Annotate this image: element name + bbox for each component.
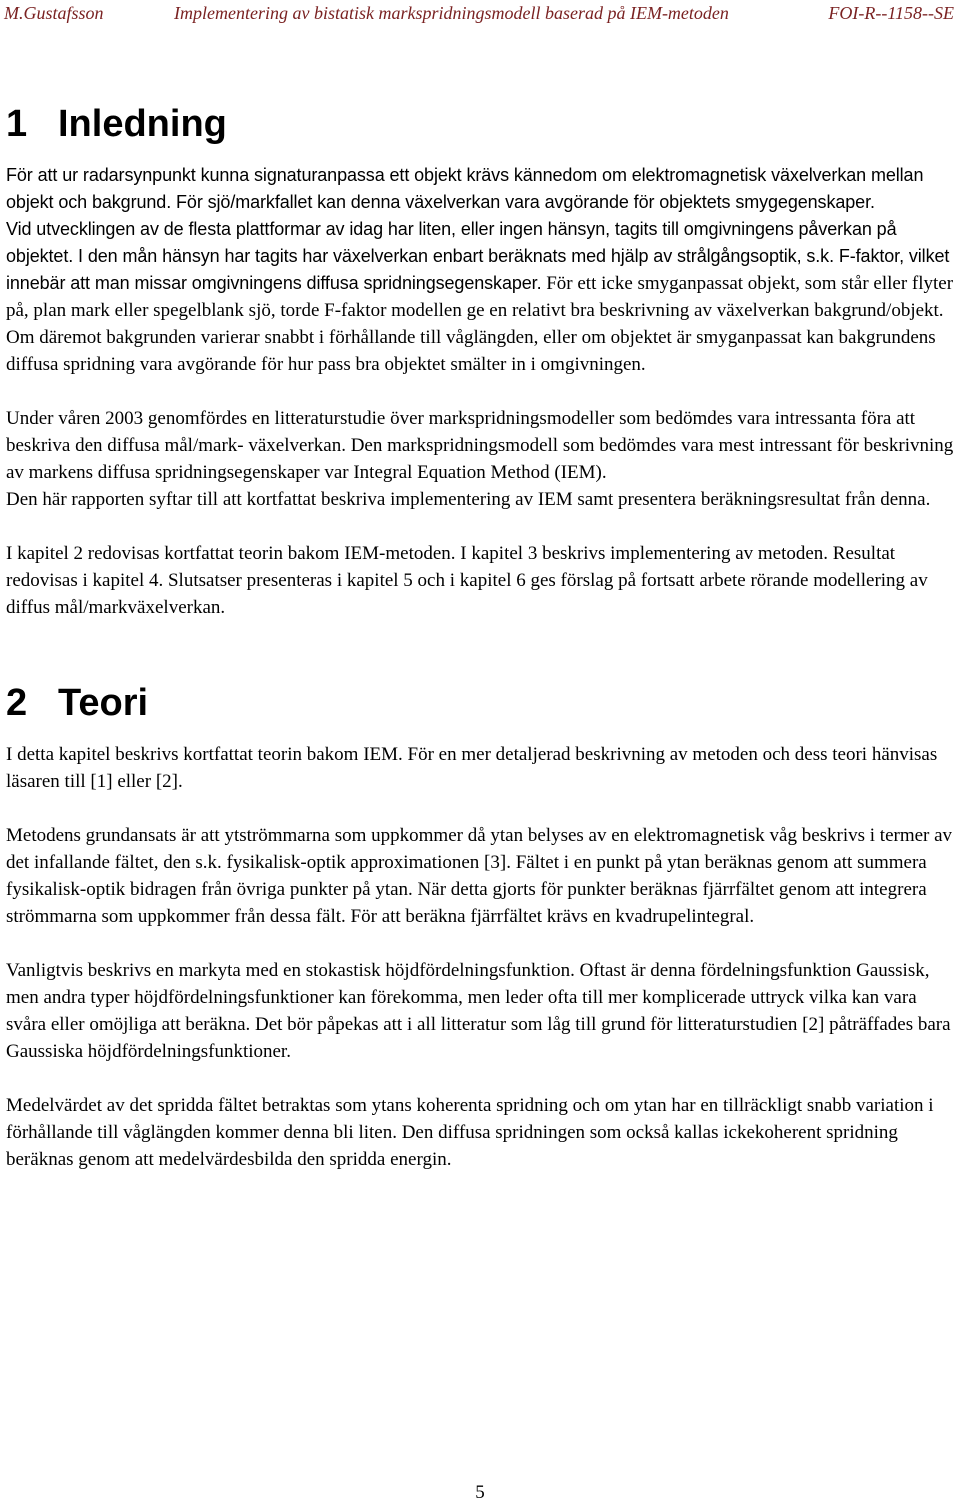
chapter-2-paragraph-3: Vanligtvis beskrivs en markyta med en stokastisk höjdfördelningsfunktion. Oftast är denna fördelningsfunktion Gaussisk, men andra typer höjdfördelningsfunktioner kan förekomma, men leder ofta till mer komplicerade uttryck vilka kan vara svåra eller omöjliga att beräkna. Det bör påpekas att i all litteratur som låg till grund för litteraturstudien [2] påträffades bara Gaussiska höjdfördelningsfunktioner. xyxy=(6,960,951,1062)
chapter-2-paragraph-1: I detta kapitel beskrivs kortfattat teorin bakom IEM. För en mer detaljerad beskrivning av metoden och dess teori hänvisas läsaren till [1] eller [2]. xyxy=(6,744,938,792)
chapter-1-paragraph-1a: För att ur radarsynpunkt kunna signaturanpassa ett objekt krävs kännedom om elektromagnetisk växelverkan mellan objekt och bakgrund. För sjö/markfallet kan denna växelverkan vara avgörande för objektets smygegenskaper. xyxy=(6,165,924,212)
header-author: M.Gustafsson xyxy=(4,3,104,23)
chapter-2-heading xyxy=(6,675,954,731)
chapter-1-paragraph-3: Den här rapporten syftar till att kortfattat beskriva implementering av IEM samt presentera beräkningsresultat från denna. xyxy=(6,489,931,510)
chapter-title: Teori xyxy=(58,682,149,724)
chapter-number: 1 xyxy=(6,103,28,145)
chapter-1-paragraph-2: Under våren 2003 genomfördes en litteraturstudie över markspridningsmodeller som bedömdes vara intressanta föra att beskriva den diffusa mål/mark- växelverkan. Den markspridningsmodell som bedömdes vara mest intressant för beskrivning av markens diffusa spridningsegenskaper var Integral Equation Method (IEM). xyxy=(6,408,954,483)
chapter-2-paragraph-2: Metodens grundansats är att ytströmmarna som uppkommer då ytan belyses av en elektromagnetisk våg beskrivs i termer av det infallande fältet, den s.k. fysikalisk-optik approximationen [3]. Fältet i en punkt på ytan beräknas genom att summera fysikalisk-optik bidragen från övriga punkter på ytan. När detta gjorts för punkter beräknas fjärrfältet genom att integrera strömmarna som uppkommer från dessa fält. För att beräkna fjärrfältet krävs en kvadrupelintegral. xyxy=(6,825,953,927)
paragraph-sans-part: Vid utvecklingen av de flesta plattformar av idag har liten, eller ingen hänsyn, tagits till omgivningens påverkan på objektet. I den mån hänsyn har tagits har växelverkan enbart beräknats med hjälp av strålgångsoptik, s.k. F-faktor, vilket innebär att man missar omgivningens diffusa spridningsegenskaper. xyxy=(6,219,950,293)
chapter-title: Inledning xyxy=(58,103,227,145)
chapter-2-paragraph-4: Medelvärdet av det spridda fältet betraktas som ytans koherenta spridning och om ytan har en tillräckligt snabb variation i förhållande till våglängden kommer denna bli liten. Den diffusa spridningen som också kallas ickekoherent spridning beräknas genom att medelvärdesbilda den spridda energin. xyxy=(6,1095,934,1170)
chapter-1-heading xyxy=(6,96,954,152)
page-number: 5 xyxy=(475,1482,485,1503)
chapter-1-paragraph-1b xyxy=(6,216,954,378)
paragraph-serif-part: För ett icke smyganpassat objekt, som står eller flyter på, plan mark eller spegelblank sjö, torde F-faktor modellen ge en relativt bra beskrivning av växelverkan bakgrund/objekt. Om däremot bakgrunden varierar snabbt i förhållande till våglängden, eller om objektet är smyganpassat kan bakgrundens diffusa spridning vara avgörande för hur pass bra objektet smälter in i omgivningen. xyxy=(6,273,954,375)
header-report-number: FOI-R--1158--SE xyxy=(828,3,954,23)
header-title: Implementering av bistatisk markspridningsmodell baserad på IEM-metoden xyxy=(174,3,729,23)
page-header xyxy=(0,0,960,30)
document-body xyxy=(6,96,954,1173)
chapter-number: 2 xyxy=(6,682,28,724)
chapter-1-paragraph-4: I kapitel 2 redovisas kortfattat teorin bakom IEM-metoden. I kapitel 3 beskrivs implementering av metoden. Resultat redovisas i kapitel 4. Slutsatser presenteras i kapitel 5 och i kapitel 6 ges förslag på fortsatt arbete rörande modellering av diffus mål/markväxelverkan. xyxy=(6,543,928,618)
